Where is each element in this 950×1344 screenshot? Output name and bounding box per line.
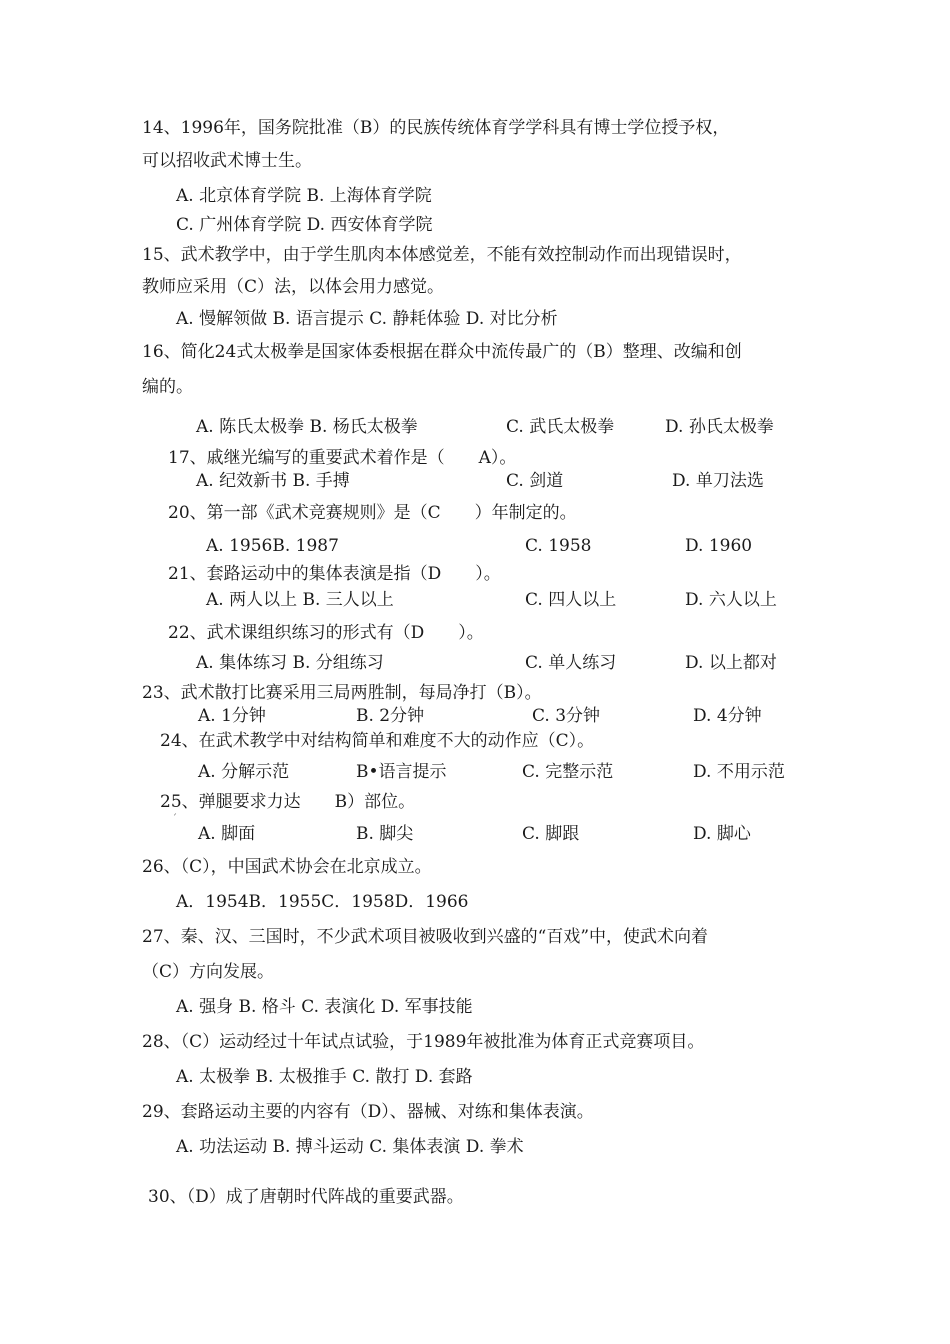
question-23-stem: 23、武术散打比赛采用三局两胜制，每局净打（B）。	[142, 683, 542, 703]
question-24-option-c: C. 完整示范	[522, 762, 614, 782]
question-15-options: A. 慢解领做 B. 语言提示 C. 静耗体验 D. 对比分析	[176, 309, 558, 329]
question-29-stem: 29、套路运动主要的内容有（D）、器械、对练和集体表演。	[142, 1102, 594, 1122]
question-20-option-c: C. 1958	[525, 536, 592, 556]
question-25-option-a: A. 脚面	[198, 824, 256, 844]
question-21-stem: 21、套路运动中的集体表演是指（D ）。	[168, 564, 501, 584]
question-15-line-1: 15、武术教学中，由于学生肌肉本体感觉差，不能有效控制动作而出现错误时，	[142, 245, 742, 265]
question-24-option-d: D. 不用示范	[693, 762, 785, 782]
question-27-options: A. 强身 B. 格斗 C. 表演化 D. 军事技能	[176, 997, 473, 1017]
question-22-stem: 22、武术课组织练习的形式有（D ）。	[168, 623, 484, 643]
question-17-options-ab: A. 纪效新书 B. 手搏	[196, 471, 350, 491]
question-22-option-d: D. 以上都对	[685, 653, 777, 673]
question-29-options: A. 功法运动 B. 搏斗运动 C. 集体表演 D. 拳术	[176, 1137, 524, 1157]
question-28-stem: 28、（C）运动经过十年试点试验，于1989年被批准为体育正式竞赛项目。	[142, 1032, 705, 1052]
question-20-stem: 20、第一部《武术竞赛规则》是（C ）年制定的。	[168, 503, 577, 523]
question-22-option-c: C. 单人练习	[525, 653, 617, 673]
question-14-options-cd: C. 广州体育学院 D. 西安体育学院	[176, 215, 433, 235]
question-21-option-d: D. 六人以上	[685, 590, 777, 610]
question-23-option-d: D. 4分钟	[693, 706, 762, 726]
question-16-option-d: D. 孙氏太极拳	[665, 417, 774, 437]
question-24-stem: 24、在武术教学中对结构简单和难度不大的动作应（C）。	[160, 731, 595, 751]
question-30-stem: 30、（D）成了唐朝时代阵战的重要武器。	[148, 1187, 464, 1207]
question-16-line-1: 16、简化24式太极拳是国家体委根据在群众中流传最广的（B）整理、改编和创	[142, 342, 742, 362]
question-25-option-c: C. 脚跟	[522, 824, 580, 844]
question-22-options-ab: A. 集体练习 B. 分组练习	[196, 653, 384, 673]
question-14-line-1: 14、1996年，国务院批准（B）的民族传统体育学学科具有博士学位授予权，	[142, 118, 730, 138]
question-14-line-2: 可以招收武术博士生。	[142, 151, 312, 171]
question-23-option-a: A. 1分钟	[198, 706, 266, 726]
stray-mark: ´	[172, 814, 177, 825]
question-21-option-c: C. 四人以上	[525, 590, 617, 610]
question-23-option-b: B. 2分钟	[356, 706, 425, 726]
question-25-stem: 25、弹腿要求力达 B）部位。	[160, 792, 416, 812]
question-27-line-1: 27、秦、汉、三国时，不少武术项目被吸收到兴盛的“百戏”中，使武术向着	[142, 927, 709, 947]
question-16-options-ab: A. 陈氏太极拳 B. 杨氏太极拳	[196, 417, 418, 437]
question-24-option-b: B•语言提示	[356, 762, 447, 782]
question-17-option-d: D. 单刀法选	[672, 471, 764, 491]
question-16-line-2: 编的。	[142, 377, 193, 397]
question-27-line-2: （C）方向发展。	[142, 962, 275, 982]
question-14-options-ab: A. 北京体育学院 B. 上海体育学院	[176, 186, 432, 206]
question-17-stem: 17、戚继光编写的重要武术着作是（ A）。	[168, 448, 517, 468]
question-28-options: A. 太极拳 B. 太极推手 C. 散打 D. 套路	[176, 1067, 473, 1087]
question-25-option-b: B. 脚尖	[356, 824, 414, 844]
question-16-option-c: C. 武氏太极拳	[506, 417, 615, 437]
question-20-option-d: D. 1960	[685, 536, 753, 556]
question-26-stem: 26、（C），中国武术协会在北京成立。	[142, 857, 432, 877]
question-15-line-2: 教师应采用（C）法，以体会用力感觉。	[142, 277, 445, 297]
question-23-option-c: C. 3分钟	[532, 706, 601, 726]
question-21-options-ab: A. 两人以上 B. 三人以上	[206, 590, 394, 610]
question-20-options-ab: A. 1956B. 1987	[206, 536, 339, 556]
question-24-option-a: A. 分解示范	[198, 762, 290, 782]
question-17-option-c: C. 剑道	[506, 471, 564, 491]
question-26-options: A．1954B．1955C．1958D．1966	[176, 892, 469, 912]
question-25-option-d: D. 脚心	[693, 824, 751, 844]
